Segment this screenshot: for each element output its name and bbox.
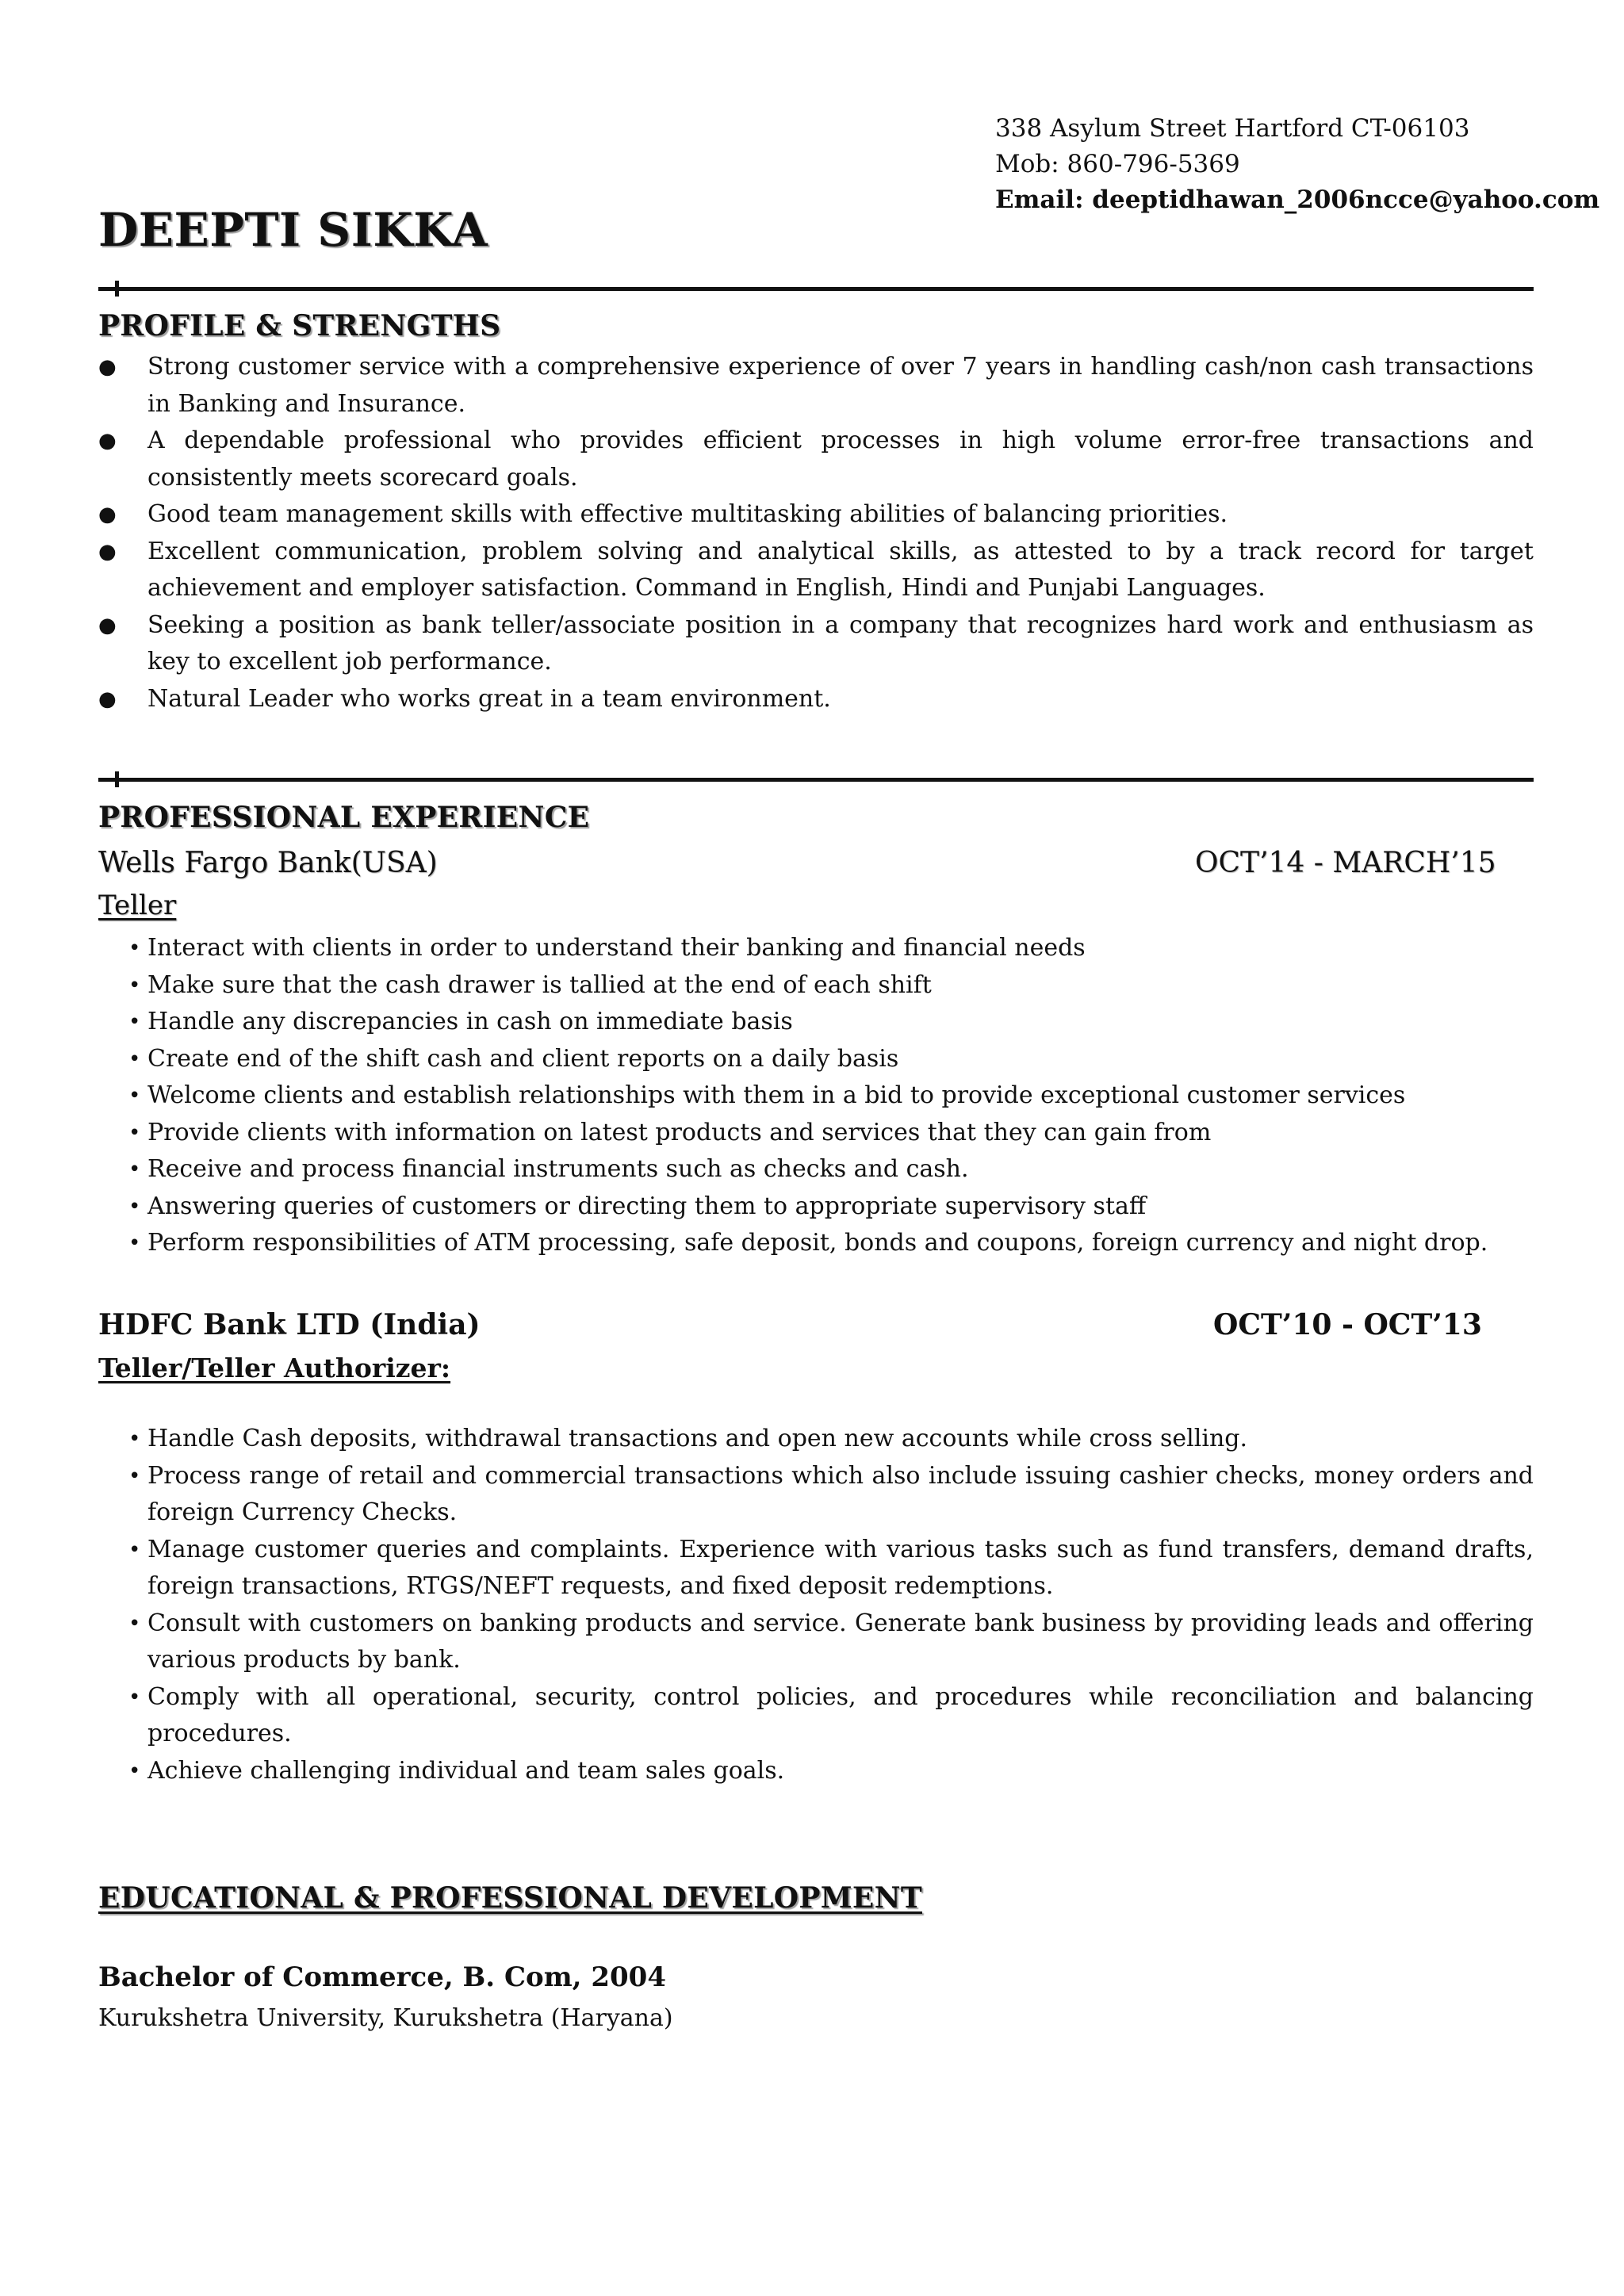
bullet-icon: ● (98, 355, 117, 379)
employer-name: Wells Fargo Bank(USA) (98, 847, 438, 879)
bullet-icon: • (128, 1685, 141, 1709)
contact-email: Email: deeptidhawan_2006ncce@yahoo.com (995, 186, 1600, 214)
job-role: Teller (98, 890, 177, 921)
list-item: • Interact with clients in order to understand their banking and financial needs (147, 930, 1534, 967)
education-heading: EDUCATIONAL & PROFESSIONAL DEVELOPMENT (98, 1881, 922, 1915)
list-item: • Provide clients with information on latest products and services that they can gain from (147, 1115, 1534, 1152)
bullet-icon: • (128, 936, 141, 960)
bullet-icon: • (128, 1464, 141, 1488)
degree-title: Bachelor of Commerce, B. Com, 2004 (98, 1961, 666, 1993)
job-duties-list (128, 1421, 1534, 1789)
employment-dates: OCT’10 - OCT’13 (1213, 1308, 1482, 1341)
bullet-icon: • (128, 1084, 141, 1108)
bullet-icon: • (128, 1611, 141, 1636)
school-name: Kurukshetra University, Kurukshetra (Haryana) (98, 2004, 673, 2032)
bullet-icon: ● (98, 503, 117, 526)
list-item: • Receive and process financial instruments such as checks and cash. (147, 1151, 1534, 1188)
list-item: • Welcome clients and establish relationships with them in a bid to provide exceptional customer services (147, 1077, 1534, 1115)
bullet-icon: • (128, 1231, 141, 1255)
contact-phone: Mob: 860-796-5369 (995, 150, 1240, 178)
profile-list (98, 349, 1534, 718)
list-item: ● Good team management skills with effective multitasking abilities of balancing priorities. (147, 496, 1534, 534)
candidate-name: DEEPTI SIKKA (98, 203, 488, 257)
section-divider (98, 778, 1534, 782)
divider-tick (115, 771, 119, 787)
bullet-icon: • (128, 1758, 141, 1783)
list-item: • Consult with customers on banking products and service. Generate bank business by providing leads and offering various products by bank. (147, 1605, 1534, 1679)
bullet-icon: • (128, 1010, 141, 1034)
list-item: • Answering queries of customers or directing them to appropriate supervisory staff (147, 1188, 1534, 1226)
bullet-icon: • (128, 1047, 141, 1071)
job-role: Teller/Teller Authorizer: (98, 1353, 451, 1383)
bullet-icon: ● (98, 429, 117, 453)
list-item: • Handle Cash deposits, withdrawal transactions and open new accounts while cross selling. (147, 1421, 1534, 1458)
bullet-icon: ● (98, 539, 117, 564)
bullet-icon: • (128, 1158, 141, 1181)
list-item: ● Natural Leader who works great in a team environment. (147, 681, 1534, 718)
bullet-icon: ● (98, 613, 117, 637)
list-item: ● A dependable professional who provides efficient processes in high volume error-free transactions and consistently meets scorecard goals. (147, 423, 1534, 496)
list-item: • Achieve challenging individual and team sales goals. (147, 1753, 1534, 1790)
list-item: • Create end of the shift cash and client reports on a daily basis (147, 1041, 1534, 1078)
bullet-icon: ● (98, 687, 117, 711)
list-item: ● Excellent communication, problem solving and analytical skills, as attested to by a track record for target achievement and employer satisfaction. Command in English, Hindi and Punjabi Languages. (147, 534, 1534, 607)
list-item: ● Strong customer service with a comprehensive experience of over 7 years in handling cash/non cash transactions in Banking and Insurance. (147, 349, 1534, 423)
list-item: • Perform responsibilities of ATM processing, safe deposit, bonds and coupons, foreign currency and night drop. (147, 1225, 1534, 1262)
list-item: • Handle any discrepancies in cash on immediate basis (147, 1004, 1534, 1041)
section-divider (98, 287, 1534, 291)
bullet-icon: • (128, 1537, 141, 1562)
bullet-icon: • (128, 1194, 141, 1219)
bullet-icon: • (128, 1120, 141, 1145)
list-item: • Process range of retail and commercial transactions which also include issuing cashier checks, money orders and foreign Currency Checks. (147, 1458, 1534, 1532)
list-item: • Comply with all operational, security, control policies, and procedures while reconciliation and balancing procedures. (147, 1679, 1534, 1753)
job-duties-list (128, 930, 1534, 1262)
profile-heading: PROFILE & STRENGTHS (98, 309, 501, 342)
employer-name: HDFC Bank LTD (India) (98, 1308, 481, 1341)
contact-address: 338 Asylum Street Hartford CT-06103 (995, 114, 1470, 143)
divider-tick (115, 281, 119, 297)
list-item: ● Seeking a position as bank teller/associate position in a company that recognizes hard work and enthusiasm as key to excellent job performance. (147, 607, 1534, 681)
list-item: • Manage customer queries and complaints. Experience with various tasks such as fund transfers, demand drafts, foreign transactions, RTGS/NEFT requests, and fixed deposit redemptions. (147, 1532, 1534, 1605)
employment-dates: OCT’14 - MARCH’15 (1195, 847, 1496, 879)
experience-heading: PROFESSIONAL EXPERIENCE (98, 801, 590, 834)
contact-block (995, 111, 1598, 218)
bullet-icon: • (128, 973, 141, 997)
bullet-icon: • (128, 1427, 141, 1451)
list-item: • Make sure that the cash drawer is tallied at the end of each shift (147, 967, 1534, 1004)
